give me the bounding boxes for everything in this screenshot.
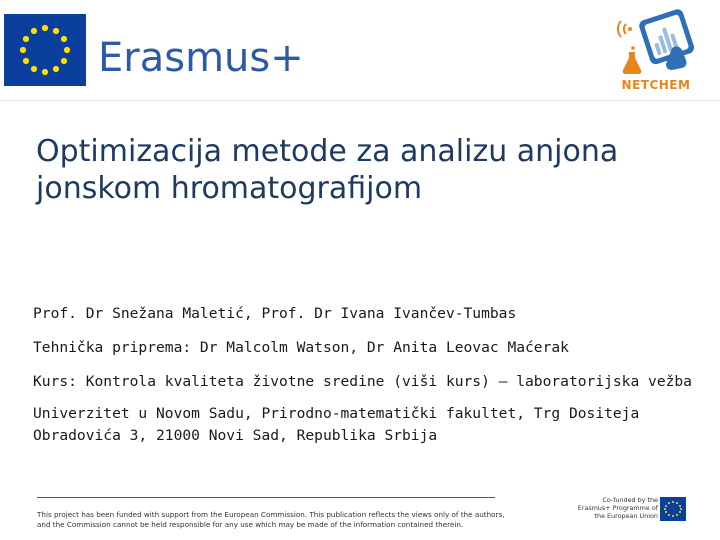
footer-divider: [37, 497, 495, 498]
authors-line: Prof. Dr Snežana Maletić, Prof. Dr Ivana Ivančev-Tumbas: [33, 305, 517, 322]
eu-flag-small-icon: [660, 497, 686, 521]
cofunded-label: Co-funded by the Erasmus+ Programme of the European Union: [577, 496, 658, 520]
header-divider: [0, 100, 720, 101]
erasmus-wordmark: Erasmus+: [98, 35, 304, 81]
funding-disclaimer: This project has been funded with support from the European Commission. This publication reflects the views only of the authors, and the Commission cannot be held responsible for any use which may be made of the information contained therein.: [37, 510, 505, 529]
course-line: Kurs: Kontrola kvaliteta životne sredine (viši kurs) – laboratorijska vežba: [33, 373, 692, 390]
netchem-wordmark: NETCHEM: [621, 78, 691, 92]
technical-prep-line: Tehnička priprema: Dr Malcolm Watson, Dr Anita Leovac Maćerak: [33, 339, 569, 356]
eu-flag-icon: [4, 14, 86, 86]
institution-line: Univerzitet u Novom Sadu, Prirodno-matematički fakultet, Trg Dositeja Obradovića 3, 21000 Novi Sad, Republika Srbija: [33, 405, 640, 444]
slide-title: Optimizacija metode za analizu anjona jonskom hromatografijom: [36, 134, 619, 206]
